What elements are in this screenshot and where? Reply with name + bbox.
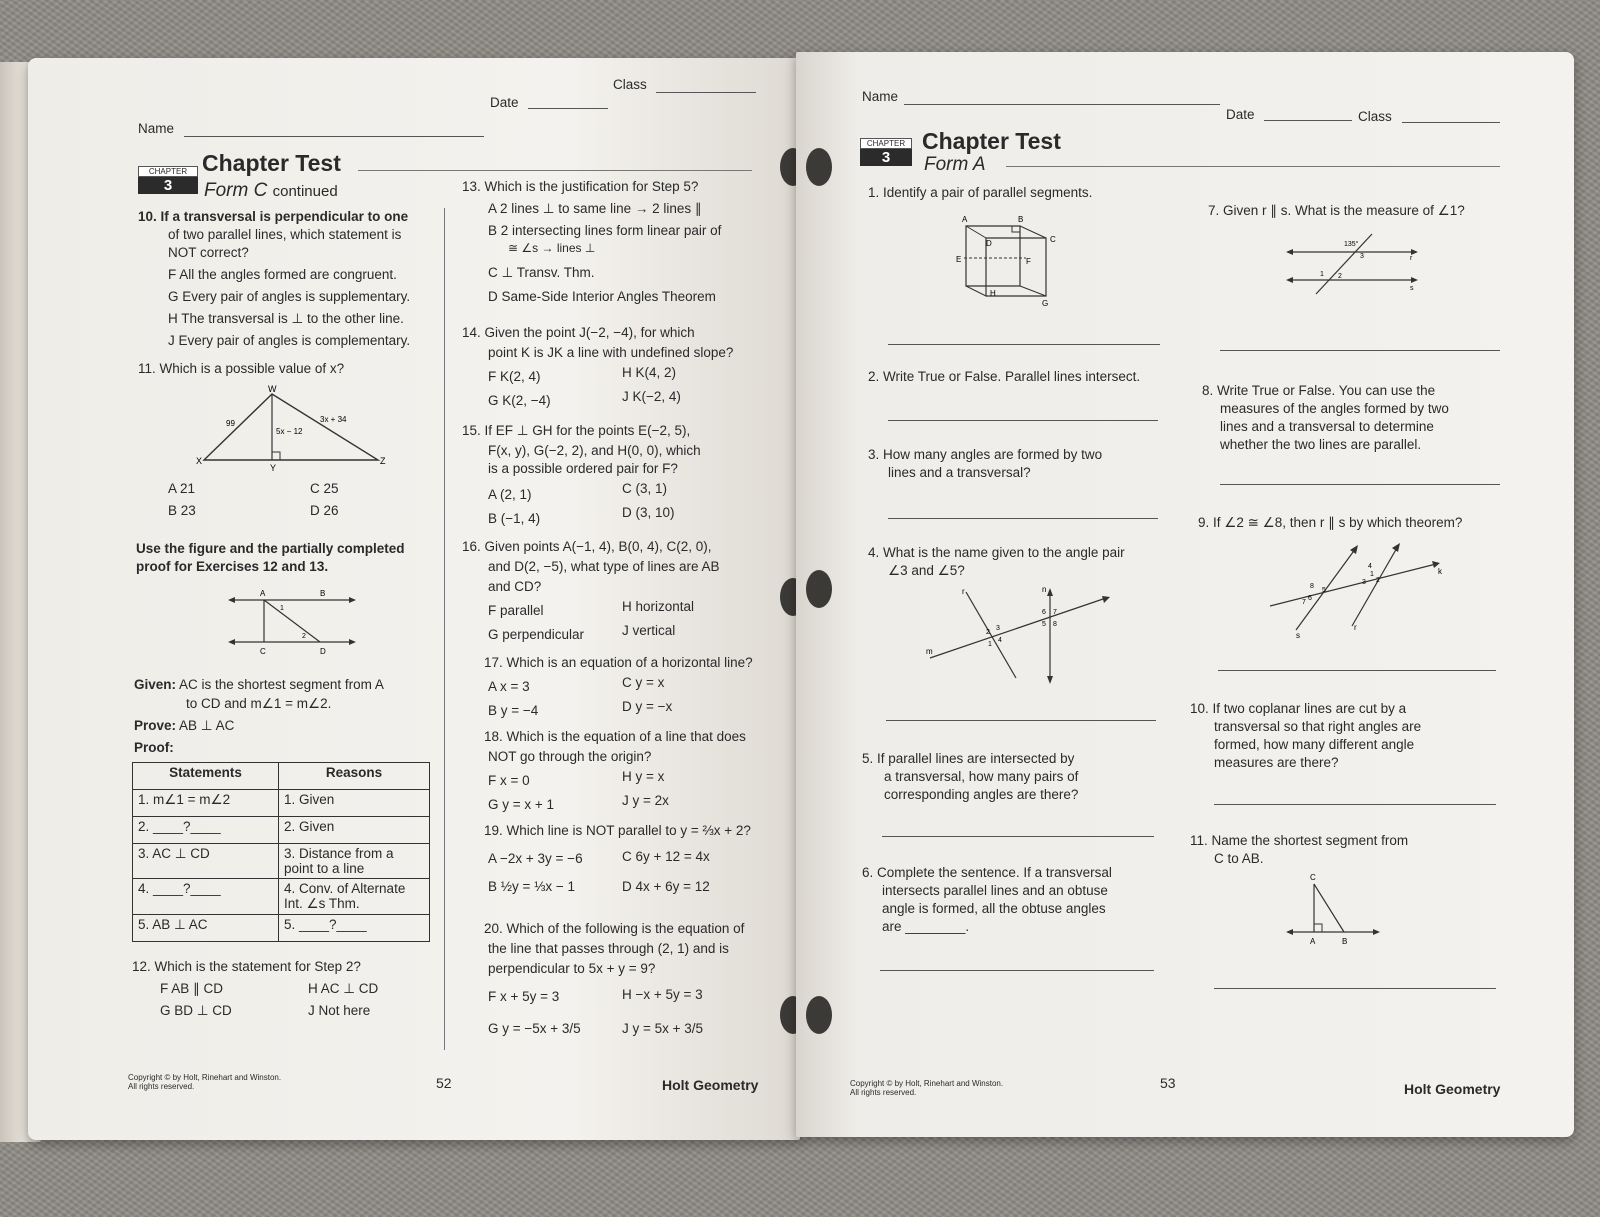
chapter-number: 3: [860, 149, 912, 166]
q4-transversal-figure: [926, 586, 1116, 686]
question-3-line1: 3. How many angles are formed by two: [868, 447, 1103, 462]
box-label-g: G: [1042, 299, 1049, 308]
q13-option-a: A 2 lines ⊥ to same line → 2 lines ∥: [488, 201, 702, 216]
question-15-line3: is a possible ordered pair for F?: [488, 461, 678, 476]
question-16-line3: and CD?: [488, 579, 542, 594]
label-x: X: [196, 456, 203, 466]
fig-label-r: r: [1410, 255, 1413, 262]
question-3-line2: lines and a transversal?: [888, 465, 1031, 480]
fig-angle-2: 2: [1376, 577, 1380, 584]
box-label-h: H: [990, 289, 996, 298]
answer-line-9: [1218, 670, 1496, 671]
class-label: Class: [613, 77, 647, 92]
fig-label-b: B: [1342, 937, 1348, 946]
page-number: 52: [436, 1075, 452, 1091]
question-19: 19. Which line is NOT parallel to y = ⅔x + 2?: [484, 823, 751, 838]
left-page: [28, 58, 800, 1140]
label-5x12: 5x − 12: [276, 427, 303, 436]
question-18-line1: 18. Which is the equation of a line that does: [484, 729, 746, 744]
question-15-line1: 15. If EF ⊥ GH for the points E(−2, 5),: [462, 423, 691, 438]
statement-cell: 4. ____?____: [133, 879, 279, 915]
box-label-d: D: [986, 239, 992, 248]
table-row: [133, 790, 430, 817]
fig-angle-6: 6: [1308, 595, 1312, 602]
q16-option-j: J vertical: [622, 623, 676, 638]
reason-cell: 1. Given: [279, 790, 430, 817]
form-label: [204, 178, 338, 204]
page-number: 53: [1160, 1075, 1176, 1091]
q17-option-d: D y = −x: [622, 699, 673, 714]
name-line: [904, 104, 1220, 105]
statement-cell: 3. AC ⊥ CD: [133, 844, 279, 879]
fig-angle-7: 7: [1302, 599, 1306, 606]
date-line: [1264, 120, 1352, 121]
fig-angle-3: 3: [1362, 579, 1366, 586]
q11-option-b: B 23: [168, 503, 196, 518]
question-10-line4: measures are there?: [1214, 755, 1339, 770]
fig-label-k: k: [1438, 567, 1442, 576]
continued-label: continued: [272, 183, 338, 200]
q10-option-f: F All the angles formed are congruent.: [168, 267, 397, 282]
reason-cell: 2. Given: [279, 817, 430, 844]
label-z: Z: [380, 456, 386, 466]
given-label: Given:: [134, 677, 177, 692]
table-row: [133, 879, 430, 915]
col-reasons: Reasons: [279, 763, 430, 790]
copyright: [128, 1074, 281, 1092]
question-6-line1: 6. Complete the sentence. If a transversal: [862, 865, 1112, 880]
box-label-e: E: [956, 255, 962, 264]
answer-line-11: [1214, 988, 1496, 989]
question-4-line1: 4. What is the name given to the angle pair: [868, 545, 1125, 560]
q18-option-g: G y = x + 1: [488, 797, 555, 812]
fig-label-s: s: [1296, 631, 1300, 640]
title-rule: [358, 170, 752, 171]
binder-hole: [806, 570, 832, 608]
question-13: 13. Which is the justification for Step 5?: [462, 179, 699, 194]
fig-angle-3: 3: [996, 625, 1000, 632]
column-divider: [444, 208, 445, 1050]
reason-cell: 3. Distance from a point to a line: [279, 844, 430, 879]
q12-option-g: G BD ⊥ CD: [160, 1003, 232, 1018]
fig-label-r: r: [962, 587, 965, 596]
question-6-line2: intersects parallel lines and an obtuse: [882, 883, 1108, 898]
fig-angle-3: 3: [1360, 253, 1364, 260]
form-label: Form A: [924, 154, 986, 175]
fig-angle-7: 7: [1053, 609, 1057, 616]
proof-figure: [228, 586, 358, 658]
fig-label-s: s: [1410, 285, 1414, 292]
fig-angle-2: 2: [986, 629, 990, 636]
answer-line-5: [882, 836, 1154, 837]
answer-line-2: [888, 420, 1158, 421]
question-8-line1: 8. Write True or False. You can use the: [1202, 383, 1436, 398]
table-row: [133, 844, 430, 879]
q15-option-d: D (3, 10): [622, 505, 675, 520]
question-14-line1: 14. Given the point J(−2, −4), for which: [462, 325, 695, 340]
given-statement: [134, 676, 384, 694]
question-5-line1: 5. If parallel lines are intersected by: [862, 751, 1075, 766]
answer-line-3: [888, 518, 1158, 519]
page-title: Chapter Test: [202, 150, 341, 176]
answer-line-8: [1220, 484, 1500, 485]
question-16-line1: 16. Given points A(−1, 4), B(0, 4), C(2, 0),: [462, 539, 712, 554]
instructions-line1: Use the figure and the partially completed: [136, 541, 405, 556]
fig-angle-8: 8: [1310, 583, 1314, 590]
q10-line2: of two parallel lines, which statement is: [168, 227, 402, 242]
q14-option-g: G K(2, −4): [488, 393, 551, 408]
q17-option-b: B y = −4: [488, 703, 539, 718]
prove-label: Prove:: [134, 718, 177, 733]
q15-option-c: C (3, 1): [622, 481, 668, 496]
q11-option-c: C 25: [310, 481, 339, 496]
fig-angle-1: 1: [280, 605, 284, 612]
binder-hole: [806, 996, 832, 1034]
question-9: 9. If ∠2 ≅ ∠8, then r ∥ s by which theorem?: [1198, 515, 1463, 530]
binder-hole: [806, 148, 832, 186]
q18-option-h: H y = x: [622, 769, 665, 784]
prove-statement: [134, 717, 234, 735]
fig-label-r: r: [1354, 623, 1357, 632]
fig-angle-4: 4: [998, 637, 1002, 644]
q19-option-b: B ½y = ⅓x − 1: [488, 879, 576, 894]
question-8-line3: lines and a transversal to determine: [1220, 419, 1434, 434]
copyright-line2: All rights reserved.: [128, 1081, 195, 1091]
question-20-line1: 20. Which of the following is the equation of: [484, 921, 745, 936]
q20-option-h: H −x + 5y = 3: [622, 987, 703, 1002]
q17-option-a: A x = 3: [488, 679, 530, 694]
q13-option-b: B 2 intersecting lines form linear pair of: [488, 223, 722, 238]
question-12: 12. Which is the statement for Step 2?: [132, 959, 361, 974]
q11-triangle-figure: [196, 384, 388, 473]
form-name: Form C: [204, 180, 268, 201]
q14-option-h: H K(4, 2): [622, 365, 677, 380]
fig-label-b: B: [320, 589, 326, 598]
fig-angle-2: 2: [302, 633, 306, 640]
q10-line1: 10. If a transversal is perpendicular to one: [138, 209, 409, 224]
q14-option-f: F K(2, 4): [488, 369, 541, 384]
question-10-line1: 10. If two coplanar lines are cut by a: [1190, 701, 1407, 716]
answer-line-10: [1214, 804, 1496, 805]
given-text: AC is the shortest segment from A: [179, 677, 384, 692]
class-line: [1402, 122, 1500, 123]
copyright-line1: Copyright © by Holt, Rinehart and Winston.: [850, 1079, 1004, 1088]
book-title: Holt Geometry: [662, 1077, 759, 1093]
q17-option-c: C y = x: [622, 675, 665, 690]
q9-transversal-figure: [1266, 542, 1446, 638]
q12-option-h: H AC ⊥ CD: [308, 981, 379, 996]
date-label: Date: [490, 95, 519, 110]
question-11: 11. Which is a possible value of x?: [138, 361, 345, 376]
class-label: Class: [1358, 109, 1392, 124]
box-label-f: F: [1026, 257, 1031, 266]
fig-label-a: A: [1310, 937, 1316, 946]
fig-angle-2: 2: [1338, 273, 1342, 280]
question-2: 2. Write True or False. Parallel lines intersect.: [868, 369, 1141, 384]
fig-label-a: A: [260, 589, 266, 598]
date-label: Date: [1226, 107, 1255, 122]
chapter-badge: [138, 166, 198, 194]
question-10-line2: transversal so that right angles are: [1214, 719, 1422, 734]
statement-cell: 5. AB ⊥ AC: [133, 915, 279, 942]
chapter-tag: CHAPTER: [860, 138, 912, 149]
answer-line-6: [880, 970, 1154, 971]
fig-label-c: C: [260, 647, 266, 656]
fig-angle-5: 5: [1042, 621, 1046, 628]
q1-box-figure: [956, 212, 1066, 308]
question-8-line4: whether the two lines are parallel.: [1220, 437, 1422, 452]
copyright-line2: All rights reserved.: [850, 1087, 917, 1097]
name-line: [184, 136, 484, 137]
fig-angle-4: 4: [1368, 563, 1372, 570]
q15-option-b: B (−1, 4): [488, 511, 541, 526]
q20-option-j: J y = 5x + 3/5: [622, 1021, 704, 1036]
q12-option-j: J Not here: [308, 1003, 371, 1018]
box-label-b: B: [1018, 215, 1024, 224]
col-statements: Statements: [133, 763, 279, 790]
fig-label-c: C: [1310, 873, 1316, 882]
statement-cell: 2. ____?____: [133, 817, 279, 844]
fig-label-n: n: [1042, 585, 1047, 594]
q11-triangle-figure: [1284, 870, 1384, 946]
label-y: Y: [270, 463, 277, 473]
q10-line3: NOT correct?: [168, 245, 249, 260]
prove-text: AB ⊥ AC: [179, 718, 235, 733]
box-label-c: C: [1050, 235, 1056, 244]
fig-label-m: m: [926, 647, 933, 656]
class-line: [656, 92, 756, 93]
page-title: Chapter Test: [922, 128, 1061, 154]
question-20-line3: perpendicular to 5x + y = 9?: [488, 961, 656, 976]
copyright: [850, 1080, 1003, 1098]
title-rule: [1006, 166, 1500, 167]
q13-option-d: D Same-Side Interior Angles Theorem: [488, 289, 716, 304]
q16-option-g: G perpendicular: [488, 627, 585, 642]
q11-option-d: D 26: [310, 503, 339, 518]
q13-option-b-cont: ≅ ∠s → lines ⊥: [508, 241, 596, 255]
fig-angle-8: 8: [1053, 621, 1057, 628]
q7-parallel-figure: [1286, 228, 1426, 298]
question-11-line1: 11. Name the shortest segment from: [1190, 833, 1409, 848]
q10-option-j: J Every pair of angles is complementary.: [168, 333, 411, 348]
name-label: Name: [138, 121, 175, 136]
q16-option-f: F parallel: [488, 603, 544, 618]
copyright-line1: Copyright © by Holt, Rinehart and Winston.: [128, 1073, 282, 1082]
label-3x34: 3x + 34: [320, 415, 347, 424]
fig-angle-1: 1: [1370, 571, 1374, 578]
name-label: Name: [862, 89, 899, 104]
question-8-line2: measures of the angles formed by two: [1220, 401, 1449, 416]
q20-option-g: G y = −5x + 3/5: [488, 1021, 581, 1036]
fig-angle-6: 6: [1042, 609, 1046, 616]
q19-option-a: A −2x + 3y = −6: [488, 851, 583, 866]
fig-label-d: D: [320, 647, 326, 656]
question-14-line2: point K is JK a line with undefined slope?: [488, 345, 734, 360]
q18-option-j: J y = 2x: [622, 793, 669, 808]
statement-cell: 1. m∠1 = m∠2: [133, 790, 279, 817]
q10-option-g: G Every pair of angles is supplementary.: [168, 289, 411, 304]
answer-line-4: [886, 720, 1156, 721]
instructions-line2: proof for Exercises 12 and 13.: [136, 559, 329, 574]
question-1: 1. Identify a pair of parallel segments.: [868, 185, 1093, 200]
question-11-line2: C to AB.: [1214, 851, 1264, 866]
q12-option-f: F AB ∥ CD: [160, 981, 224, 996]
proof-table: [132, 762, 430, 942]
chapter-tag: CHAPTER: [138, 166, 198, 177]
q19-option-c: C 6y + 12 = 4x: [622, 849, 710, 864]
book-title: Holt Geometry: [1404, 1081, 1501, 1097]
question-5-line3: corresponding angles are there?: [884, 787, 1079, 802]
question-6-line4: are ________.: [882, 919, 970, 934]
fig-angle-1: 1: [1320, 271, 1324, 278]
question-18-line2: NOT go through the origin?: [488, 749, 652, 764]
question-10-line3: formed, how many different angle: [1214, 737, 1415, 752]
q18-option-f: F x = 0: [488, 773, 530, 788]
question-6-line3: angle is formed, all the obtuse angles: [882, 901, 1106, 916]
box-label-a: A: [962, 215, 968, 224]
q16-option-h: H horizontal: [622, 599, 695, 614]
question-7: 7. Given r ∥ s. What is the measure of ∠1?: [1208, 203, 1465, 218]
question-17: 17. Which is an equation of a horizontal line?: [484, 655, 753, 670]
q14-option-j: J K(−2, 4): [622, 389, 681, 404]
q13-option-c: C ⊥ Transv. Thm.: [488, 265, 595, 280]
question-15-line2: F(x, y), G(−2, 2), and H(0, 0), which: [488, 443, 701, 458]
answer-line-7: [1220, 350, 1500, 351]
q19-option-d: D 4x + 6y = 12: [622, 879, 710, 894]
label-99: 99: [226, 419, 235, 428]
answer-line-1: [888, 344, 1160, 345]
q15-option-a: A (2, 1): [488, 487, 532, 502]
question-16-line2: and D(2, −5), what type of lines are AB: [488, 559, 720, 574]
question-5-line2: a transversal, how many pairs of: [884, 769, 1079, 784]
question-4-line2: ∠3 and ∠5?: [888, 563, 965, 578]
label-w: W: [268, 384, 277, 394]
fig-angle-5: 5: [1322, 587, 1326, 594]
question-20-line2: the line that passes through (2, 1) and is: [488, 941, 729, 956]
table-row: [133, 817, 430, 844]
chapter-number: 3: [138, 177, 198, 194]
reason-cell: 5. ____?____: [279, 915, 430, 942]
q10-option-h: H The transversal is ⊥ to the other line.: [168, 311, 404, 326]
table-row: [133, 915, 430, 942]
reason-cell: 4. Conv. of Alternate Int. ∠s Thm.: [279, 879, 430, 915]
right-page: [796, 52, 1574, 1137]
proof-label: Proof:: [134, 740, 174, 755]
q20-option-f: F x + 5y = 3: [488, 989, 560, 1004]
chapter-badge: [860, 138, 912, 166]
fig-angle-1: 1: [988, 641, 992, 648]
fig-angle-135: 135°: [1344, 241, 1359, 248]
q11-option-a: A 21: [168, 481, 196, 496]
given-text-2: to CD and m∠1 = m∠2.: [186, 696, 332, 711]
date-line: [528, 108, 608, 109]
